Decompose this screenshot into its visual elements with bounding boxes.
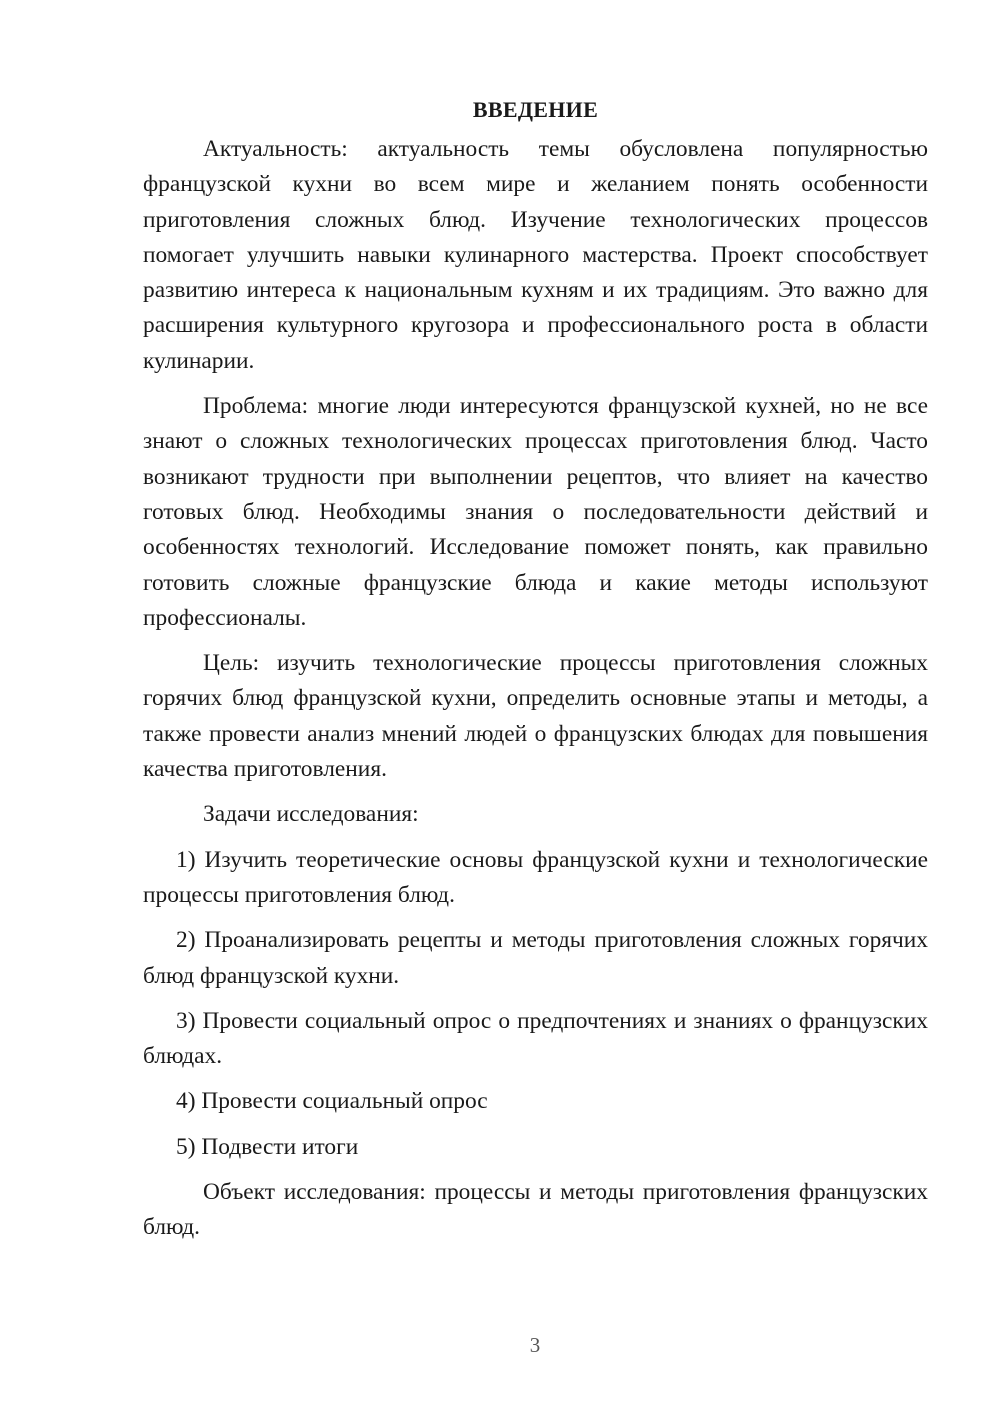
paragraph-object: Объект исследования: процессы и методы приготовления французских блюд.	[143, 1179, 928, 1241]
section-heading: ВВЕДЕНИЕ	[472, 97, 599, 122]
paragraph-tasks-heading: Задачи исследования:	[203, 801, 419, 828]
page-content	[143, 92, 928, 1256]
task-item: 1) Изучить теоретические основы французской кухни и технологические процессы приготовления блюд.	[143, 846, 928, 908]
paragraph-goal: Цель: изучить технологические процессы приготовления сложных горячих блюд французской кухни, определить основные этапы и методы, а также провести анализ мнений людей о французских блюдах для повышения качества приготовления.	[143, 650, 928, 783]
task-item: 4) Провести социальный опрос	[176, 1088, 488, 1115]
paragraph-relevance: Актуальность: актуальность темы обусловлена популярностью французской кухни во всем мире и желанием понять особенности приготовления сложных блюд. Изучение технологических процессов помогает улучшить навыки кулинарного мастерства. Проект способствует развитию интереса к национальным кухням и их традициям. Это важно для расширения культурного кругозора и профессионального роста в области кулинарии.	[143, 136, 928, 374]
task-item: 2) Проанализировать рецепты и методы приготовления сложных горячих блюд французской кухни.	[143, 927, 928, 989]
task-item: 3) Провести социальный опрос о предпочтениях и знаниях о французских блюдах.	[143, 1007, 928, 1070]
page-number: 3	[529, 1333, 541, 1357]
task-item: 5) Подвести итоги	[176, 1133, 359, 1160]
paragraph-problem: Проблема: многие люди интересуются французской кухней, но не все знают о сложных технологических процессах приготовления блюд. Часто возникают трудности при выполнении рецептов, что влияет на качество готовых блюд. Необходимы знания о последовательности действий и особенностях технологий. Исследование поможет понять, как правильно готовить сложные французские блюда и какие методы используют профессионалы.	[143, 393, 928, 631]
